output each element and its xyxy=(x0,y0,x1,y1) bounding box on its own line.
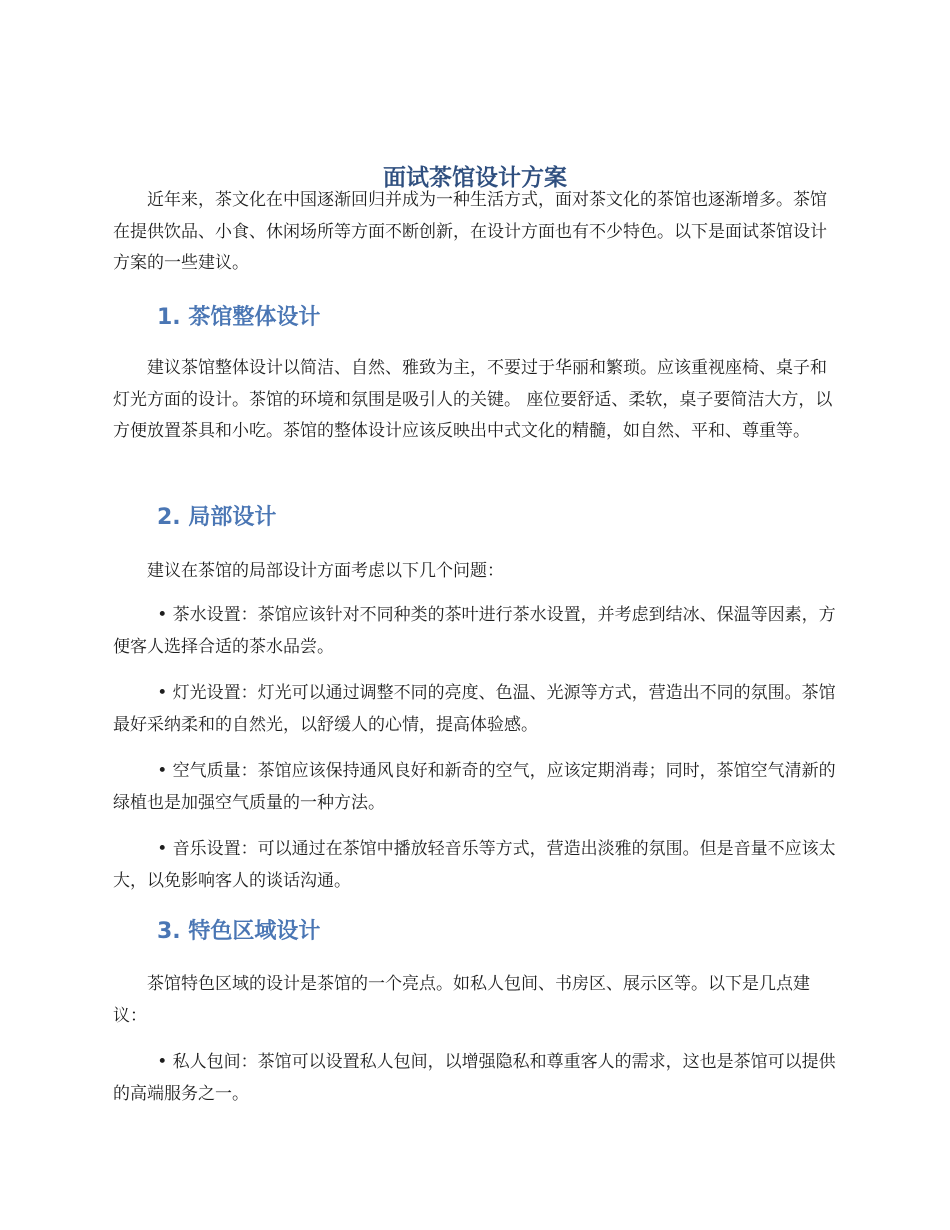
bullet-lighting: • 灯光设置：灯光可以通过调整不同的亮度、色温、光源等方式，营造出不同的氛围。茶馆最好采纳柔和的自然光，以舒缓人的心情，提高体验感。 xyxy=(113,683,836,735)
section-2-heading: 2. 局部设计 xyxy=(157,505,277,530)
bullet-air-quality: • 空气质量：茶馆应该保持通风良好和新奇的空气，应该定期消毒；同时，茶馆空气清新的绿植也是加强空气质量的一种方法。 xyxy=(113,761,836,813)
document-title: 面试茶馆设计方案 xyxy=(383,165,567,192)
bullet-private-room: • 私人包间：茶馆可以设置私人包间，以增强隐私和尊重客人的需求，这也是茶馆可以提供的高端服务之一。 xyxy=(113,1052,836,1104)
section-2-intro: 建议在茶馆的局部设计方面考虑以下几个问题： xyxy=(147,561,504,581)
bullet-music: • 音乐设置：可以通过在茶馆中播放轻音乐等方式，营造出淡雅的氛围。但是音量不应该太大，以免影响客人的谈话沟通。 xyxy=(113,839,836,891)
section-3-intro: 茶馆特色区域的设计是茶馆的一个亮点。如私人包间、书房区、展示区等。以下是几点建议： xyxy=(113,974,810,1026)
bullet-tea-water: • 茶水设置：茶馆应该针对不同种类的茶叶进行茶水设置，并考虑到结冰、保温等因素，方便客人选择合适的茶水品尝。 xyxy=(113,605,836,657)
section-3-heading: 3. 特色区域设计 xyxy=(157,919,321,944)
section-1-heading: 1. 茶馆整体设计 xyxy=(157,305,321,330)
section-1-paragraph: 建议茶馆整体设计以简洁、自然、雅致为主，不要过于华丽和繁琐。应该重视座椅、桌子和灯光方面的设计。茶馆的环境和氛围是吸引人的关键。 座位要舒适、柔软，桌子要简洁大方，以方便放置茶具和小吃。茶馆的整体设计应该反映出中式文化的精髓，如自然、平和、尊重等。 xyxy=(113,358,833,441)
intro-paragraph: 近年来，茶文化在中国逐渐回归并成为一种生活方式，面对茶文化的茶馆也逐渐增多。茶馆在提供饮品、小食、休闲场所等方面不断创新，在设计方面也有不少特色。以下是面试茶馆设计方案的一些建议。 xyxy=(113,190,827,273)
